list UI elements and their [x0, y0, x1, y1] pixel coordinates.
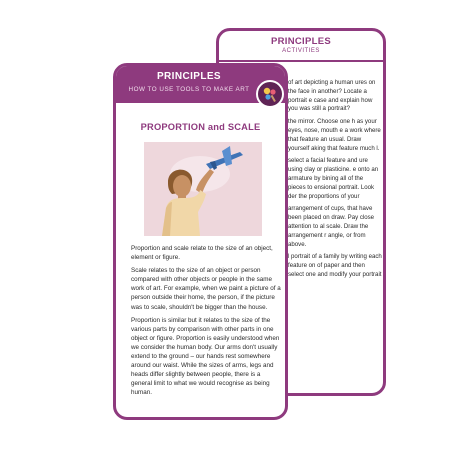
- activity-paragraph: l portrait of a family by writing each feature on of paper and then select one and modify your portrait: [288, 253, 382, 278]
- child-with-airplane-illustration: [144, 142, 262, 236]
- body-paragraph: Scale relates to the size of an object or person compared with other objects or people in the same work of art. For example, when we paint a picture of a person outside their home, the person, if the picture was to scale, shouldn't be bigger than the house.: [131, 267, 281, 311]
- activities-card-subtitle: ACTIVITIES: [282, 48, 320, 54]
- activities-card-header: [219, 31, 383, 61]
- card-subtitle: HOW TO USE TOOLS TO MAKE ART: [128, 86, 250, 93]
- section-title: PROPORTION and SCALE: [140, 122, 261, 132]
- card-body-text: [131, 244, 281, 402]
- activities-text: [288, 79, 382, 284]
- body-paragraph: Proportion is similar but it relates to the size of the various parts by comparison with other parts in one object or figure. Proportion is easily understood when we consider the human body. Our arms don't usually extend to the ground – our hands rest somewhere around our waist. While the sizes of arms, legs and heads differ slightly between people, there is a general limit to what we would recognise as being human.: [131, 316, 280, 397]
- activity-paragraph: select a facial feature and ure using clay or plasticine. e onto an armature by bining all of the pieces to ensional portrait. Look der the proportions of your: [288, 157, 379, 200]
- activity-paragraph: the mirror. Choose one h as your eyes, nose, mouth e a work where that feature an usual. Draw yourself aking that feature much l.: [288, 118, 381, 152]
- palette-tools-icon: [256, 80, 284, 108]
- activity-paragraph: arrangement of cups, that have been placed on draw. Pay close attention to al scale. Draw the arrangement r angle, or from above.: [288, 205, 375, 248]
- body-paragraph: Proportion and scale relate to the size of an object, element or figure.: [131, 245, 273, 262]
- card-title: PRINCIPLES: [156, 71, 221, 82]
- activity-paragraph: of art depicting a human ures on the face in another? Locate a portrait e case and explain how you was still a portrait?: [288, 79, 376, 113]
- proportion-scale-card: [113, 63, 288, 420]
- header-divider: [219, 60, 383, 62]
- activities-card-title: PRINCIPLES: [270, 36, 331, 47]
